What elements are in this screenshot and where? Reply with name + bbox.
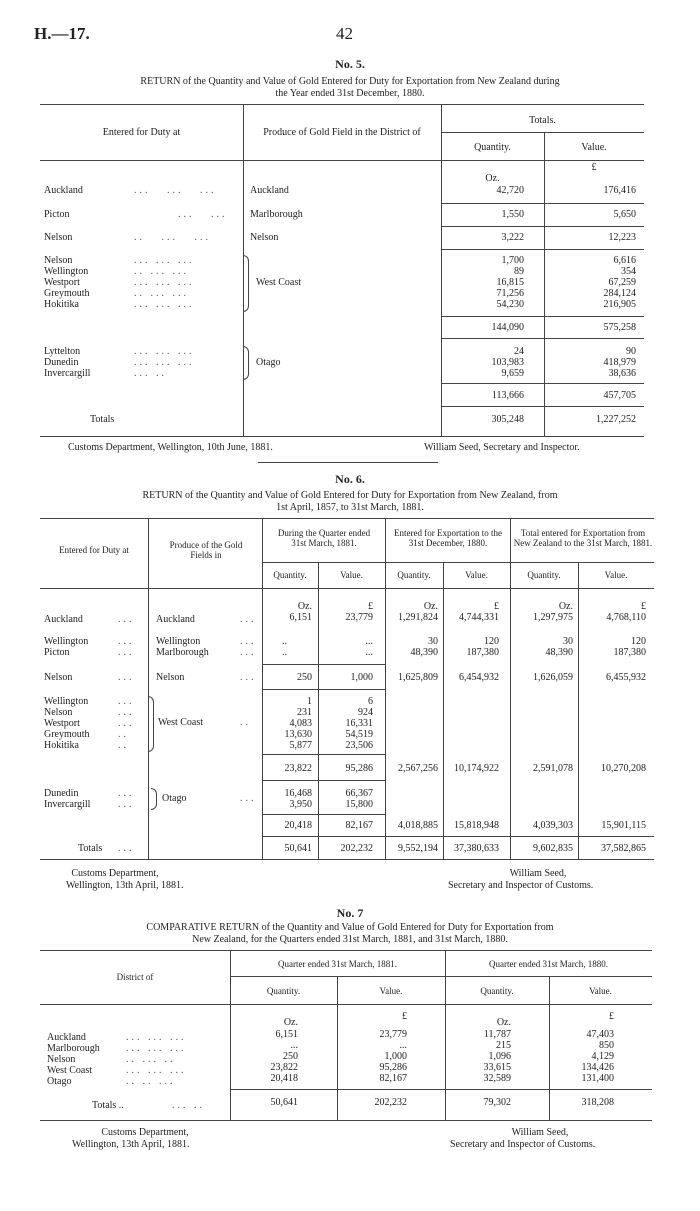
t6-footer-right-2: Secretary and Inspector of Customs. <box>448 880 594 891</box>
t6-q2: 1,625,809 <box>398 672 438 683</box>
t6-unit: £ <box>368 601 373 612</box>
t5-port: Auckland <box>44 185 83 196</box>
t6-ports: Wellington Picton <box>44 636 89 658</box>
t6-total: 9,552,194 <box>398 843 438 854</box>
t6-q3: 1,297,975 <box>533 612 573 623</box>
t5-west-label: West Coast <box>256 277 302 288</box>
t6-leader: ... <box>240 614 257 625</box>
t7-header-value: Value. <box>589 986 612 996</box>
t6-header-value: Value. <box>465 570 488 580</box>
t5-district: Marlborough <box>250 209 303 220</box>
t5-title-line2: the Year ended 31st December, 1880. <box>275 88 425 99</box>
t7-unit: Oz. <box>496 1017 511 1028</box>
t5-port: Nelson <box>44 232 73 243</box>
t6-otago-sub: 4,018,885 <box>398 820 438 831</box>
t5-otago-brace <box>243 346 249 380</box>
t5-otago-label: Otago <box>256 357 281 368</box>
t7-totals-label: Totals .. <box>92 1100 124 1111</box>
t7-leader: ... ... ... ... ... ... .. ... .. ... ... ... .. .. ... <box>126 1032 187 1087</box>
t6-v1: 23,779 <box>345 612 373 623</box>
t5-otago-subtotal-qty: 113,666 <box>491 390 524 401</box>
t7-header-district: District of <box>116 972 154 982</box>
t7-total: 79,302 <box>483 1097 511 1108</box>
t5-leader: .. ... ... <box>134 232 211 243</box>
t6-otago-quantities: 16,468 3,950 <box>284 788 312 810</box>
t7-header-quantity: Quantity. <box>266 986 301 996</box>
t5-west-subtotal-val: 575,258 <box>603 322 636 333</box>
t7-districts: Auckland Marlborough Nelson West Coast Otago <box>47 1032 100 1087</box>
t6-header-quantity: Quantity. <box>273 570 307 580</box>
t6-districts: Wellington Marlborough <box>156 636 209 658</box>
t6-leader: ... <box>240 672 257 683</box>
t5-header-totals: Totals. <box>529 115 556 126</box>
t5-header-quantity: Quantity. <box>474 142 511 153</box>
t6-west-brace <box>148 696 154 752</box>
t6-otago-sub: 4,039,303 <box>533 820 573 831</box>
t6-leader: .. <box>240 717 251 728</box>
t5-header-value: Value. <box>581 142 607 153</box>
t5-value: 5,650 <box>613 209 636 220</box>
t5-otago-values: 90 418,979 38,636 <box>603 346 636 379</box>
t5-unit-pound: £ <box>591 162 597 173</box>
t5-quantity: 3,222 <box>501 232 524 243</box>
divider <box>258 462 438 463</box>
t5-value: 176,416 <box>603 185 636 196</box>
t7-v1880: 47,403 850 4,129 134,426 131,400 <box>581 1029 614 1084</box>
t5-west-ports: Nelson Wellington Westport Greymouth Hokitika <box>44 255 90 310</box>
t5-value: 12,223 <box>608 232 636 243</box>
t6-v1: ... ... <box>365 636 373 658</box>
t6-west-ports: Wellington Nelson Westport Greymouth Hokitika <box>44 696 90 751</box>
t5-otago-subtotal-val: 457,705 <box>603 390 636 401</box>
t6-footer-left-1: Customs Department, <box>71 868 159 879</box>
t6-west-sub: 95,286 <box>345 763 373 774</box>
t6-west-sub: 10,270,208 <box>601 763 646 774</box>
t6-port: Auckland <box>44 614 83 625</box>
t6-q1: 250 <box>297 672 312 683</box>
t6-q3: 1,626,059 <box>533 672 573 683</box>
t5-west-brace <box>243 255 249 312</box>
t6-otago-brace <box>151 788 157 810</box>
t5-number: No. 5. <box>335 57 365 71</box>
t6-total: 37,582,865 <box>601 843 646 854</box>
t5-title-line1: RETURN of the Quantity and Value of Gold Entered for Duty for Exportation from New Zealand during <box>140 76 560 87</box>
t7-number: No. 7 <box>336 906 364 920</box>
t5-west-values: 6,616 354 67,259 284,124 216,905 <box>603 255 636 310</box>
t6-total: 202,232 <box>340 843 373 854</box>
t6-west-sub: 10,174,922 <box>454 763 499 774</box>
t5-leader: ... ... ... .. ... ... ... ... ... .. ... ... ... ... ... <box>134 255 195 310</box>
t5-otago-quantities: 24 103,983 9,659 <box>491 346 524 379</box>
t7-footer-left-2: Wellington, 13th April, 1881. <box>72 1139 190 1150</box>
t6-total: 37,380,633 <box>454 843 499 854</box>
t5-leader: ... ... <box>178 209 228 220</box>
t6-leader: ... <box>240 793 257 804</box>
t6-header-produce: Produce of the Gold Fields in <box>169 540 243 560</box>
t6-leader: ... <box>118 672 135 683</box>
t7-header-q1881: Quarter ended 31st March, 1881. <box>278 959 397 969</box>
t6-number: No. 6. <box>335 472 365 486</box>
t6-leader: ... ... <box>118 636 135 658</box>
t5-total-qty: 305,248 <box>491 414 524 425</box>
t7-q1880: 11,787 215 1,096 33,615 32,589 <box>483 1029 511 1084</box>
t5-unit-oz: Oz. <box>485 173 500 184</box>
t6-header-entered: Entered for Duty at <box>59 545 129 555</box>
t6-v2: 6,454,932 <box>459 672 499 683</box>
t6-district: Nelson <box>156 672 185 683</box>
t5-west-subtotal-qty: 144,090 <box>491 322 524 333</box>
t5-port: Picton <box>44 209 70 220</box>
t6-header-quarter: During the Quarter ended 31st March, 1881. <box>277 528 371 548</box>
t7-leader: ... .. <box>172 1100 205 1111</box>
t6-title-line2: 1st April, 1857, to 31st March, 1881. <box>276 502 424 513</box>
t7-title-line1: COMPARATIVE RETURN of the Quantity and Value of Gold Entered for Duty for Exportation from <box>146 922 554 933</box>
t6-q2: 1,291,824 <box>398 612 438 623</box>
t6-q3: 30 48,390 <box>545 636 573 658</box>
t6-west-sub: 2,567,256 <box>398 763 438 774</box>
t6-v3: 4,768,110 <box>606 612 646 623</box>
t6-otago-sub: 82,167 <box>345 820 373 831</box>
t7-footer-right-2: Secretary and Inspector of Customs. <box>450 1139 596 1150</box>
t6-otago-ports: Dunedin Invercargill <box>44 788 91 810</box>
t5-total-val: 1,227,252 <box>596 414 636 425</box>
t6-west-label: West Coast <box>158 717 204 728</box>
t7-title-line2: New Zealand, for the Quarters ended 31st March, 1881, and 31st March, 1880. <box>192 934 508 945</box>
t5-footer-left: Customs Department, Wellington, 10th June, 1881. <box>68 442 273 453</box>
t6-v3: 6,455,932 <box>606 672 646 683</box>
t6-header-quantity: Quantity. <box>527 570 561 580</box>
t7-header-quantity: Quantity. <box>480 986 514 996</box>
t7-footer-right-1: William Seed, <box>511 1127 569 1138</box>
t6-footer-left-2: Wellington, 13th April, 1881. <box>66 880 184 891</box>
t5-totals-label: Totals <box>90 414 115 425</box>
t6-west-sub: 2,591,078 <box>533 763 573 774</box>
t7-unit: £ <box>609 1011 614 1022</box>
t6-unit: Oz. <box>297 601 312 612</box>
t6-leader: ... <box>118 843 135 854</box>
t6-footer-right-1: William Seed, <box>509 868 567 879</box>
t7-header-value: Value. <box>379 986 403 996</box>
t7-total: 318,208 <box>581 1097 614 1108</box>
t6-total: 9,602,835 <box>533 843 573 854</box>
t6-q1: 6,151 <box>289 612 312 623</box>
t6-v2: 120 187,380 <box>466 636 499 658</box>
t6-otago-sub: 15,901,115 <box>601 820 646 831</box>
t6-v3: 120 187,380 <box>613 636 646 658</box>
t6-leader: ... ... <box>118 788 135 810</box>
t7-footer-left-1: Customs Department, <box>101 1127 189 1138</box>
t5-district: Auckland <box>250 185 289 196</box>
t6-header-quantity: Quantity. <box>397 570 431 580</box>
t6-port: Nelson <box>44 672 73 683</box>
t5-header-entered: Entered for Duty at <box>102 127 181 138</box>
t6-district: Auckland <box>156 614 195 625</box>
t6-header-value: Value. <box>340 570 363 580</box>
t6-leader: ... ... <box>240 636 257 658</box>
t6-total: 50,641 <box>284 843 312 854</box>
t5-leader: ... ... ... ... ... ... ... .. <box>134 346 195 379</box>
t6-header-to-1880: Entered for Exportation to the 31st December, 1880. <box>394 528 502 548</box>
t5-footer-right: William Seed, Secretary and Inspector. <box>424 442 580 453</box>
t6-unit: Oz. <box>423 601 438 612</box>
t7-total: 50,641 <box>270 1097 298 1108</box>
page-reference: H.—17. <box>34 24 90 43</box>
t6-totals-label: Totals <box>78 843 103 854</box>
t5-leader: ... ... ... <box>134 185 217 196</box>
t5-otago-ports: Lyttelton Dunedin Invercargill <box>44 346 91 379</box>
t6-v2: 4,744,331 <box>459 612 499 623</box>
t6-otago-values: 66,367 15,800 <box>345 788 373 810</box>
t6-west-sub: 23,822 <box>284 763 312 774</box>
t6-header-value: Value. <box>604 570 628 580</box>
t6-otago-sub: 15,818,948 <box>454 820 499 831</box>
t6-v1: 1,000 <box>350 672 373 683</box>
t6-q2: 30 48,390 <box>410 636 438 658</box>
t6-q1: .. .. <box>282 636 287 658</box>
t7-header-q1880: Quarter ended 31st March, 1880. <box>489 959 608 969</box>
t6-title-line1: RETURN of the Quantity and Value of Gold Entered for Duty for Exportation from New Zealand, from <box>142 490 558 501</box>
t6-otago-sub: 20,418 <box>284 820 312 831</box>
t6-unit: £ <box>494 601 499 612</box>
t7-q1881: 6,151 ... 250 23,822 20,418 <box>270 1029 298 1084</box>
page-number: 42 <box>336 24 353 43</box>
t5-district: Nelson <box>250 232 279 243</box>
t6-header-total: Total entered for Exportation from New Zealand to the 31st March, 1881. <box>513 528 653 548</box>
t6-unit: Oz. <box>558 601 573 612</box>
t6-west-values: 6 924 16,331 54,519 23,506 <box>345 696 373 751</box>
t5-quantity: 42,720 <box>496 185 524 196</box>
t6-west-quantities: 1 231 4,083 13,630 5,877 <box>284 696 312 751</box>
t7-v1881: 23,779 ... 1,000 95,286 82,167 <box>379 1029 407 1084</box>
t6-otago-label: Otago <box>162 793 187 804</box>
t7-unit: £ <box>402 1011 407 1022</box>
t5-quantity: 1,550 <box>501 209 524 220</box>
t5-header-produce: Produce of Gold Field in the District of <box>263 127 421 138</box>
t7-total: 202,232 <box>374 1097 407 1108</box>
t7-unit: Oz. <box>283 1017 298 1028</box>
t6-unit: £ <box>641 601 646 612</box>
t6-leader: ... ... ... .. .. <box>118 696 135 751</box>
t6-leader: ... <box>118 614 135 625</box>
t5-west-quantities: 1,700 89 16,815 71,256 54,230 <box>496 255 524 310</box>
